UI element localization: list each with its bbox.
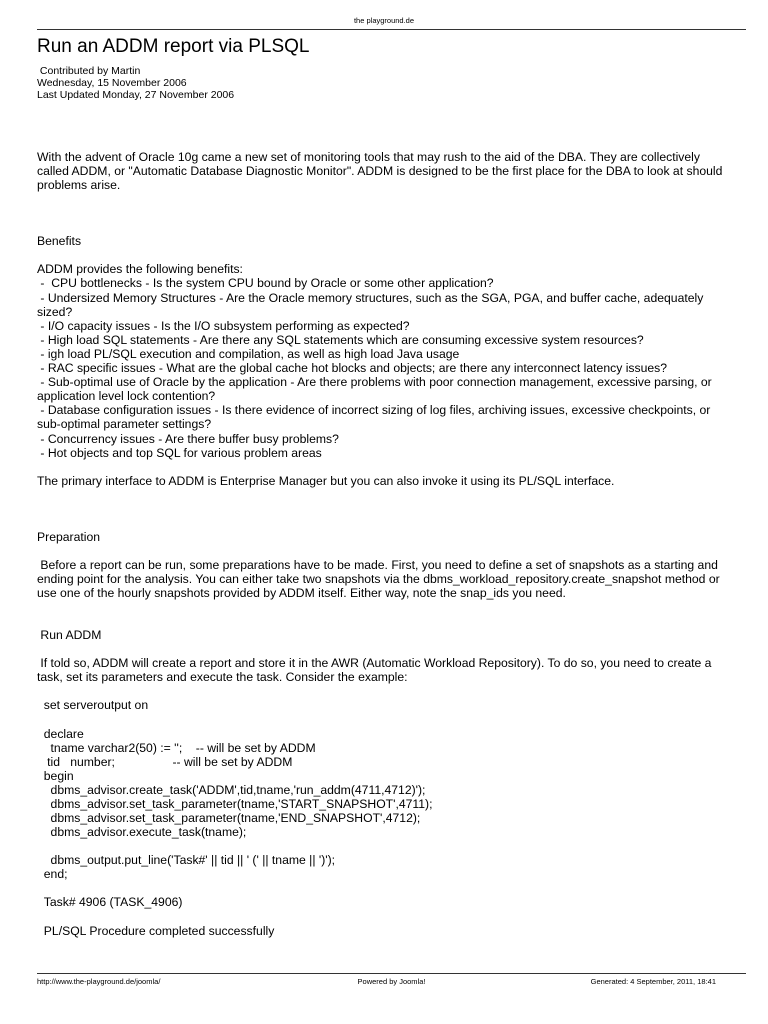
list-item: - Undersized Memory Structures - Are the Oracle memory structures, such as the SGA, PGA, and buffer cache, adequately sized? [37, 290, 707, 319]
list-item: - High load SQL statements - Are there any SQL statements which are consuming excessive system resources? [37, 332, 644, 347]
article-body [37, 150, 727, 938]
list-item: - RAC specific issues - What are the global cache hot blocks and objects; are there any interconnect latency issues? [37, 361, 668, 376]
code-block-output: dbms_output.put_line('Task#' || tid || ' (' || tname || ')'); end; [43, 853, 336, 882]
contributed-by: Contributed by Martin [37, 65, 141, 77]
footer-divider [37, 973, 746, 974]
footer-powered-by: Powered by Joomla! [357, 977, 426, 986]
created-date: Wednesday, 15 November 2006 [37, 77, 187, 89]
primary-interface-paragraph: The primary interface to ADDM is Enterprise Manager but you can also invoke it using its PL/SQL interface. [37, 473, 615, 488]
footer-generated: Generated: 4 September, 2011, 18:41 [590, 977, 716, 986]
preparation-heading: Preparation [37, 529, 101, 544]
run-addm-heading: Run ADDM [37, 628, 102, 643]
intro-paragraph: With the advent of Oracle 10g came a new set of monitoring tools that may rush to the aid of the DBA. They are collectively called ADDM, or "Automatic Database Diagnostic Monitor". ADDM is designed to be the first place for the DBA to look at should problems arise. [37, 150, 723, 193]
list-item: - Concurrency issues - Are there buffer busy problems? [37, 431, 339, 446]
task-output: Task# 4906 (TASK_4906) [37, 895, 183, 910]
list-item: - Hot objects and top SQL for various problem areas [37, 445, 322, 460]
footer-url-link[interactable]: http://www.the-playground.de/joomla/ [37, 977, 161, 986]
site-header: the playground.de [353, 16, 415, 25]
list-item: - Sub-optimal use of Oracle by the application - Are there problems with poor connection management, excessive parsing, or application level lock contention? [37, 375, 716, 404]
code-serveroutput: set serveroutput on [37, 698, 149, 713]
code-block: declare tname varchar2(50) := ''; -- will be set by ADDM tid number; -- will be set by ADDM begin dbms_advisor.create_task('ADDM',tid,tname,'run_addm(4711,4712)'); dbms_advisor.set_task_parameter(tname,'START_SNAPSHOT',4711); dbms_advisor.set_task_parameter(tname,'END_SNAPSHOT',4712); dbms_advisor.execute_task(tname); [43, 726, 433, 840]
header-divider [37, 29, 746, 30]
list-item: - I/O capacity issues - Is the I/O subsystem performing as expected? [37, 318, 410, 333]
article-title: Run an ADDM report via PLSQL [37, 36, 310, 57]
run-addm-paragraph: If told so, ADDM will create a report and store it in the AWR (Automatic Workload Repository). To do so, you need to create a task, set its parameters and execute the task. Consider the example: [37, 656, 715, 685]
last-updated: Last Updated Monday, 27 November 2006 [37, 89, 235, 101]
list-item: - igh load PL/SQL execution and compilation, as well as high load Java usage [37, 346, 460, 361]
benefits-heading: Benefits [37, 234, 82, 249]
page-footer [37, 977, 746, 987]
preparation-paragraph: Before a report can be run, some preparations have to be made. First, you need to define a set of snapshots as a starting and ending point for the analysis. You can either take two snapshots via the dbms_workload_repository.create_snapshot method or use one of the hourly snapshots provided by ADDM itself. Either way, note the snap_ids you need. [37, 557, 724, 601]
list-item: - Database configuration issues - Is there evidence of incorrect sizing of log files, archiving issues, excessive checkpoints, or sub-optimal parameter settings? [37, 403, 714, 432]
article-meta [37, 65, 234, 101]
list-item: - CPU bottlenecks - Is the system CPU bound by Oracle or some other application? [37, 276, 494, 291]
procedure-completed: PL/SQL Procedure completed successfully [37, 923, 275, 938]
benefits-intro: ADDM provides the following benefits: [37, 262, 243, 277]
